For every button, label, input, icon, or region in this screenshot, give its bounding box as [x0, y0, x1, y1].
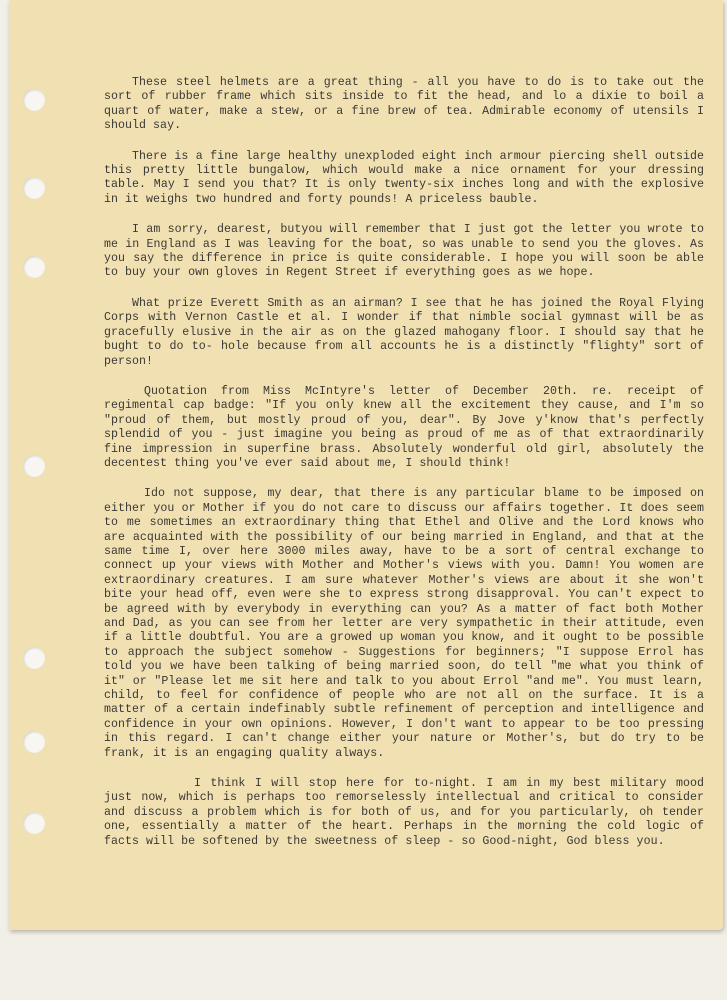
- punch-hole: [23, 455, 45, 477]
- paragraph-steel-helmets: These steel helmets are a great thing - all you have to do is to take out the sort of rubber frame which sits inside to fit the head, and lo a dixie to boil a quart of water, make a stew, or a fine brew of tea. Admirable economy of utensils I should say.: [104, 76, 704, 133]
- paragraph-discussion: Ido not suppose, my dear, that there is any particular blame to be imposed on either you or Mother if you do not care to discuss our affairs together. It does seem to me sometimes an extraordinary thing that Ethel and Olive and the Lord knows who are acquainted with the possibility of our being married in England, and that at the same time I, over here 3000 miles away, have to be a sort of central exchange to connect up your views with Mother and Mother's views with you. Damn! You women are extraordinary creatures. I am sure whatever Mother's views are about it she won't bite your head off, even were she to express strong disapproval. You can't expect to be agreed with by everybody in everything can you? As a matter of fact both Mother and Dad, as you can see from her letter are very sympathetic in their attitude, even if a little doubtful. You are a growed up woman you know, and it ought to be possible to approach the subject somehow - Suggestions for beginners; "I suppose Errol has told you we have been talking of being married soon, do tell "me what you think of it" or "Please let me sit here and talk to you about Errol "and me". You must learn, child, to feel for confidence of people who are not all on the surface. It is a matter of a certain indefinably subtle refinement of perception and intelligence and confidence in your own opinions. However, I don't want to appear to be too pressing in this regard. I can't change either your nature or Mother's, but do try to be frank, it is an engaging quality always.: [104, 487, 704, 760]
- punch-hole: [23, 256, 45, 278]
- punch-hole: [23, 89, 45, 111]
- punch-hole: [23, 812, 45, 834]
- paragraph-good-night: I think I will stop here for to-night. I am in my best military mood just now, which is perhaps too remorselessly intellectual and critical to consider and discuss a problem which is for both of us, and for you particularly, oh tender one, essentially a matter of the heart. Perhaps in the morning the cold logic of facts will be softened by the sweetness of sleep - so Good-night, God bless you.: [104, 777, 704, 848]
- paragraph-everett-smith: What prize Everett Smith as an airman? I see that he has joined the Royal Flying Corps with Vernon Castle et al. I wonder if that nimble social gymnast will be as gracefully elusive in the air as on the glazed mahogany floor. I should say that he bught to do to- hole because from all accounts he is a distinctly "flighty" sort of person!: [104, 296, 704, 368]
- punch-hole: [23, 647, 45, 669]
- punch-hole: [23, 177, 45, 199]
- paragraph-gloves: I am sorry, dearest, butyou will remember that I just got the letter you wrote to me in England as I was leaving for the boat, so was unable to send you the gloves. As you say the difference in price is quite considerable. I hope you will soon be able to buy your own gloves in Regent Street if everything goes as we hope.: [104, 223, 704, 280]
- letter-body: [104, 76, 704, 865]
- paragraph-quotation: Quotation from Miss McIntyre's letter of December 20th. re. receipt of regimental cap badge: "If you only knew all the excitement they cause, and I'm so "proud of them, but mostly proud of you, dear". By Jove y'know that's perfectly splendid of you - just imagine you being as proud of me as of that extraordinarily fine impression in superfine brass. Absolutely wonderful old girl, absolutely the decentest thing you've ever said about me, I should think!: [104, 384, 704, 470]
- paragraph-unexploded-shell: There is a fine large healthy unexploded eight inch armour piercing shell outside this pretty little bungalow, which would make a nice ornament for your dressing table. May I send you that? It is only twenty-six inches long and with the explosive in it weighs two hundred and forty pounds! A priceless bauble.: [104, 149, 704, 206]
- punch-hole: [23, 731, 45, 753]
